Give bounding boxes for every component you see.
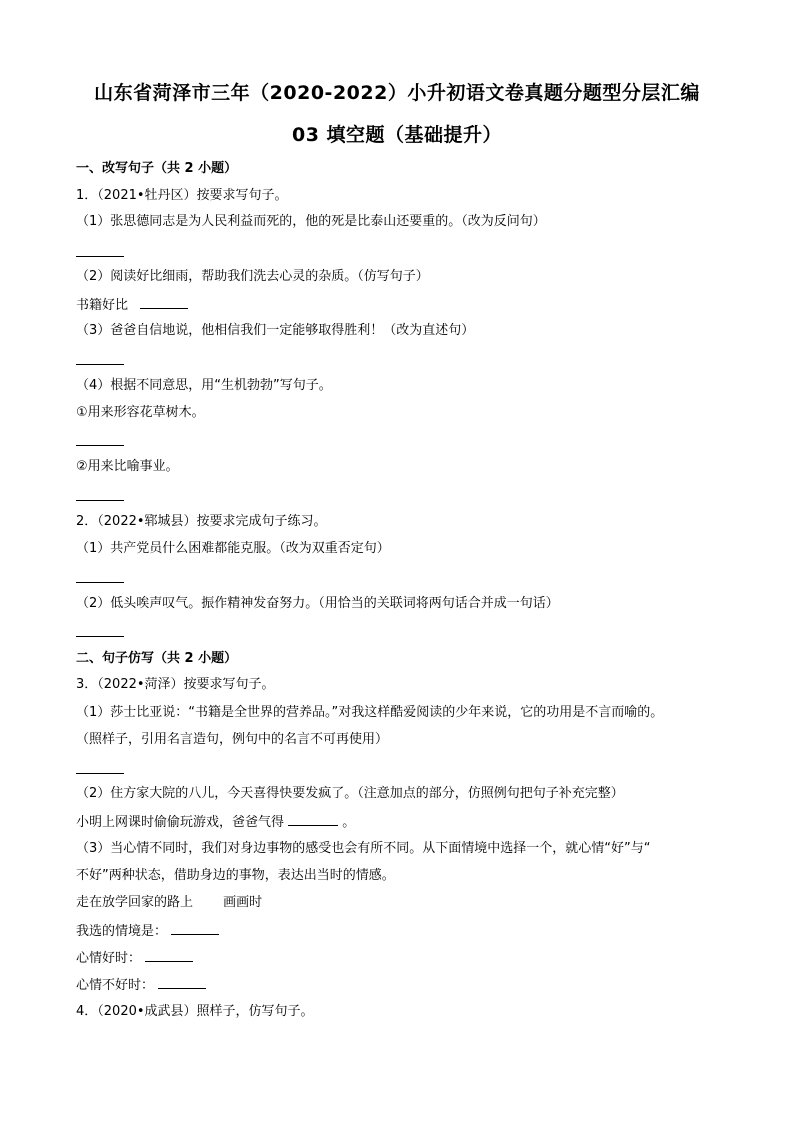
question-3-part-1-instruction: （照样子，引用名言造句，例句中的名言不可再使用） xyxy=(76,732,389,747)
question-3-header: 3．（2022•菏泽）按要求写句子。 xyxy=(76,677,275,692)
question-3-part-3-cont: 不好”两种状态，借助身边的事物，表达出当时的情感。 xyxy=(76,868,395,883)
question-3-part-1: （1）莎士比亚说：“书籍是全世界的营养品。”对我这样酷爱阅读的少年来说，它的功用是不言而喻的。 xyxy=(76,705,664,720)
document-subtitle: 03 填空题（基础提升） xyxy=(291,124,503,146)
question-1-part-4: （4）根据不同意思，用“生机勃勃”写句子。 xyxy=(76,378,332,393)
section-heading-1: 一、改写句子（共 2 小题） xyxy=(76,161,238,176)
answer-blank[interactable] xyxy=(76,256,124,257)
answer-blank[interactable] xyxy=(76,364,124,365)
scenario-option-1: 走在放学回家的路上 xyxy=(76,895,194,910)
question-1-part-3: （3）爸爸自信地说，他相信我们一定能够取得胜利！（改为直述句） xyxy=(76,323,475,338)
question-2-part-2: （2）低头唉声叹气。振作精神发奋努力。（用恰当的关联词将两句话合并成一句话） xyxy=(76,596,559,611)
answer-blank[interactable] xyxy=(158,976,206,989)
question-3-chosen xyxy=(76,922,219,941)
document-title: 山东省菏泽市三年（2020-2022）小升初语文卷真题分题型分层汇编 xyxy=(94,82,700,104)
question-3-scenarios xyxy=(76,894,262,912)
question-1-prompt-books xyxy=(76,296,188,315)
answer-blank[interactable] xyxy=(76,582,124,583)
question-1-header: 1．（2021•牡丹区）按要求写句子。 xyxy=(76,188,288,203)
answer-blank[interactable] xyxy=(140,296,188,309)
question-3-part-3: （3）当心情不同时，我们对身边事物的感受也会有所不同。从下面情境中选择一个，就心情“好”与“ xyxy=(76,841,651,856)
answer-blank[interactable] xyxy=(145,949,193,962)
answer-blank[interactable] xyxy=(76,500,124,501)
prompt-text-end: 。 xyxy=(342,815,356,830)
question-1-subpart-a: ①用来形容花草树木。 xyxy=(76,405,205,420)
answer-blank[interactable] xyxy=(76,636,124,637)
prompt-text: 心情不好时： xyxy=(76,978,155,993)
answer-blank[interactable] xyxy=(171,922,219,935)
question-3-part-2-prompt xyxy=(76,813,355,832)
prompt-text: 我选的情境是： xyxy=(76,924,168,939)
answer-blank[interactable] xyxy=(288,813,338,826)
question-2-part-1: （1）共产党员什么困难都能克服。（改为双重否定句） xyxy=(76,541,390,556)
scenario-option-2: 画画时 xyxy=(223,895,263,910)
question-3-bad-mood xyxy=(76,976,206,995)
question-2-header: 2．（2022•郓城县）按要求完成句子练习。 xyxy=(76,514,327,529)
answer-blank[interactable] xyxy=(76,445,124,446)
question-1-subpart-b: ②用来比喻事业。 xyxy=(76,459,179,474)
question-1-part-1: （1）张思德同志是为人民利益而死的，他的死是比泰山还要重的。（改为反问句） xyxy=(76,214,546,229)
prompt-text: 小明上网课时偷偷玩游戏，爸爸气得 xyxy=(76,815,285,830)
question-3-part-2: （2）住方家大院的八儿，今天喜得快要发疯了。（注意加点的部分，仿照例句把句子补充完整） xyxy=(76,786,624,801)
question-4-header: 4．（2020•成武县）照样子，仿写句子。 xyxy=(76,1004,314,1019)
question-3-good-mood xyxy=(76,949,193,968)
answer-blank[interactable] xyxy=(76,773,124,774)
question-1-part-2: （2）阅读好比细雨，帮助我们洗去心灵的杂质。（仿写句子） xyxy=(76,269,429,284)
prompt-text: 书籍好比 xyxy=(76,298,129,313)
prompt-text: 心情好时： xyxy=(76,951,142,966)
section-heading-2: 二、句子仿写（共 2 小题） xyxy=(76,651,238,666)
